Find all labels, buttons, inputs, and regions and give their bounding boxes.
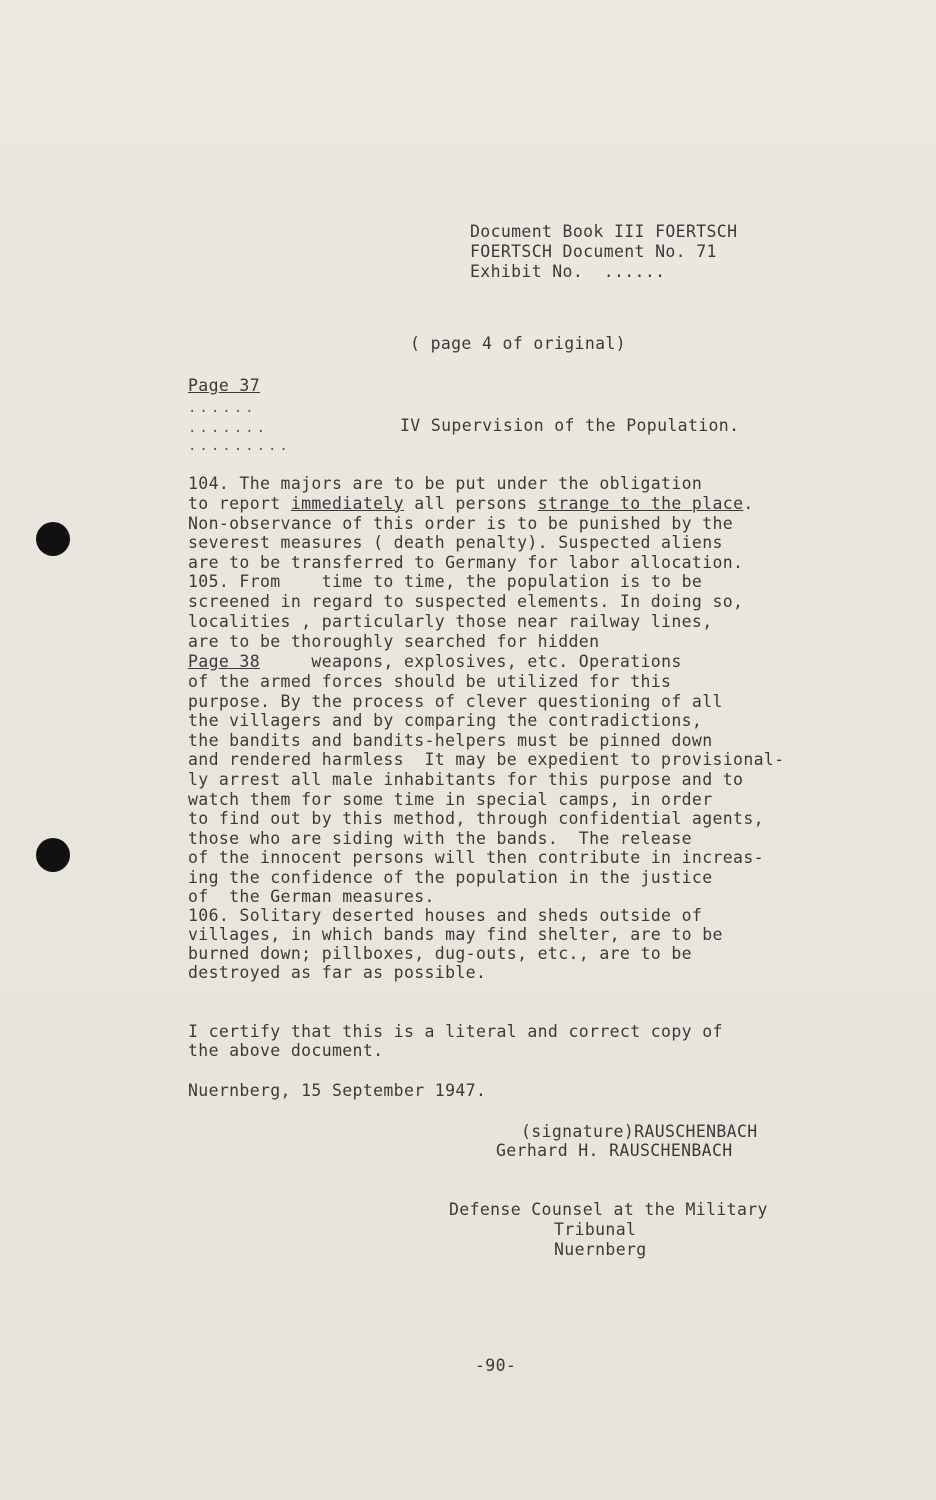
body-line: 104. The majors are to be put under the obligation bbox=[188, 474, 703, 493]
body-line: ing the confidence of the population in the justice bbox=[188, 868, 713, 887]
punch-hole-bottom bbox=[36, 838, 70, 872]
text-run: to report bbox=[188, 494, 291, 513]
body-line: burned down; pillboxes, dug-outs, etc., are to be bbox=[188, 944, 692, 963]
body-line: destroyed as far as possible. bbox=[188, 963, 487, 982]
certify-line-2: the above document. bbox=[188, 1041, 384, 1060]
body-line: watch them for some time in special camps, in order bbox=[188, 790, 713, 809]
page-37-marker: Page 37 bbox=[188, 376, 260, 395]
place-date: Nuernberg, 15 September 1947. bbox=[188, 1081, 487, 1100]
text-run: . bbox=[743, 494, 754, 513]
body-line: screened in regard to suspected elements. In doing so, bbox=[188, 592, 744, 611]
counsel-line-3: Nuernberg bbox=[554, 1240, 647, 1259]
header-line-3: Exhibit No. ...... bbox=[470, 262, 666, 281]
text-run: weapons, explosives, etc. Operations bbox=[260, 652, 682, 671]
body-line: severest measures ( death penalty). Suspected aliens bbox=[188, 533, 723, 552]
signature-line-2: Gerhard H. RAUSCHENBACH bbox=[496, 1141, 733, 1160]
body-line: to find out by this method, through confidential agents, bbox=[188, 809, 764, 828]
text-run: all persons bbox=[403, 494, 538, 513]
body-line: localities , particularly those near railway lines, bbox=[188, 612, 713, 631]
body-line: 105. From time to time, the population is to be bbox=[188, 572, 703, 591]
ellipsis-2: ....... bbox=[188, 420, 269, 436]
certify-line-1: I certify that this is a literal and correct copy of bbox=[188, 1022, 723, 1041]
body-line: and rendered harmless It may be expedient to provisional- bbox=[188, 750, 785, 769]
page-number: -90- bbox=[475, 1356, 517, 1375]
body-line: ly arrest all male inhabitants for this purpose and to bbox=[188, 770, 744, 789]
body-line: Non-observance of this order is to be punished by the bbox=[188, 514, 734, 533]
body-line bbox=[188, 494, 754, 513]
body-line: of the armed forces should be utilized for this bbox=[188, 672, 672, 691]
header-line-2: FOERTSCH Document No. 71 bbox=[470, 242, 717, 261]
body-line: of the innocent persons will then contribute in increas- bbox=[188, 848, 764, 867]
body-line: of the German measures. bbox=[188, 887, 435, 906]
underlined-text: immediately bbox=[290, 494, 404, 513]
page-of-original: ( page 4 of original) bbox=[410, 334, 626, 353]
ellipsis-1: ...... bbox=[188, 400, 257, 416]
body-line bbox=[188, 652, 682, 671]
body-line: those who are siding with the bands. The release bbox=[188, 829, 692, 848]
counsel-line-2: Tribunal bbox=[554, 1220, 637, 1239]
header-line-1: Document Book III FOERTSCH bbox=[470, 222, 738, 241]
counsel-line-1: Defense Counsel at the Military bbox=[449, 1200, 768, 1219]
body-line: purpose. By the process of clever questioning of all bbox=[188, 692, 723, 711]
underlined-text: strange to the place bbox=[537, 494, 744, 513]
signature-line-1: (signature)RAUSCHENBACH bbox=[521, 1122, 758, 1141]
ellipsis-3: ......... bbox=[188, 438, 291, 454]
page-38-marker: Page 38 bbox=[188, 652, 260, 671]
body-line: are to be transferred to Germany for labor allocation. bbox=[188, 553, 744, 572]
body-line: villages, in which bands may find shelter, are to be bbox=[188, 925, 723, 944]
section-title: IV Supervision of the Population. bbox=[400, 416, 740, 435]
body-line: 106. Solitary deserted houses and sheds outside of bbox=[188, 906, 703, 925]
punch-hole-top bbox=[36, 522, 70, 556]
body-line: the bandits and bandits-helpers must be pinned down bbox=[188, 731, 713, 750]
body-line: the villagers and by comparing the contradictions, bbox=[188, 711, 703, 730]
body-line: are to be thoroughly searched for hidden bbox=[188, 632, 600, 651]
